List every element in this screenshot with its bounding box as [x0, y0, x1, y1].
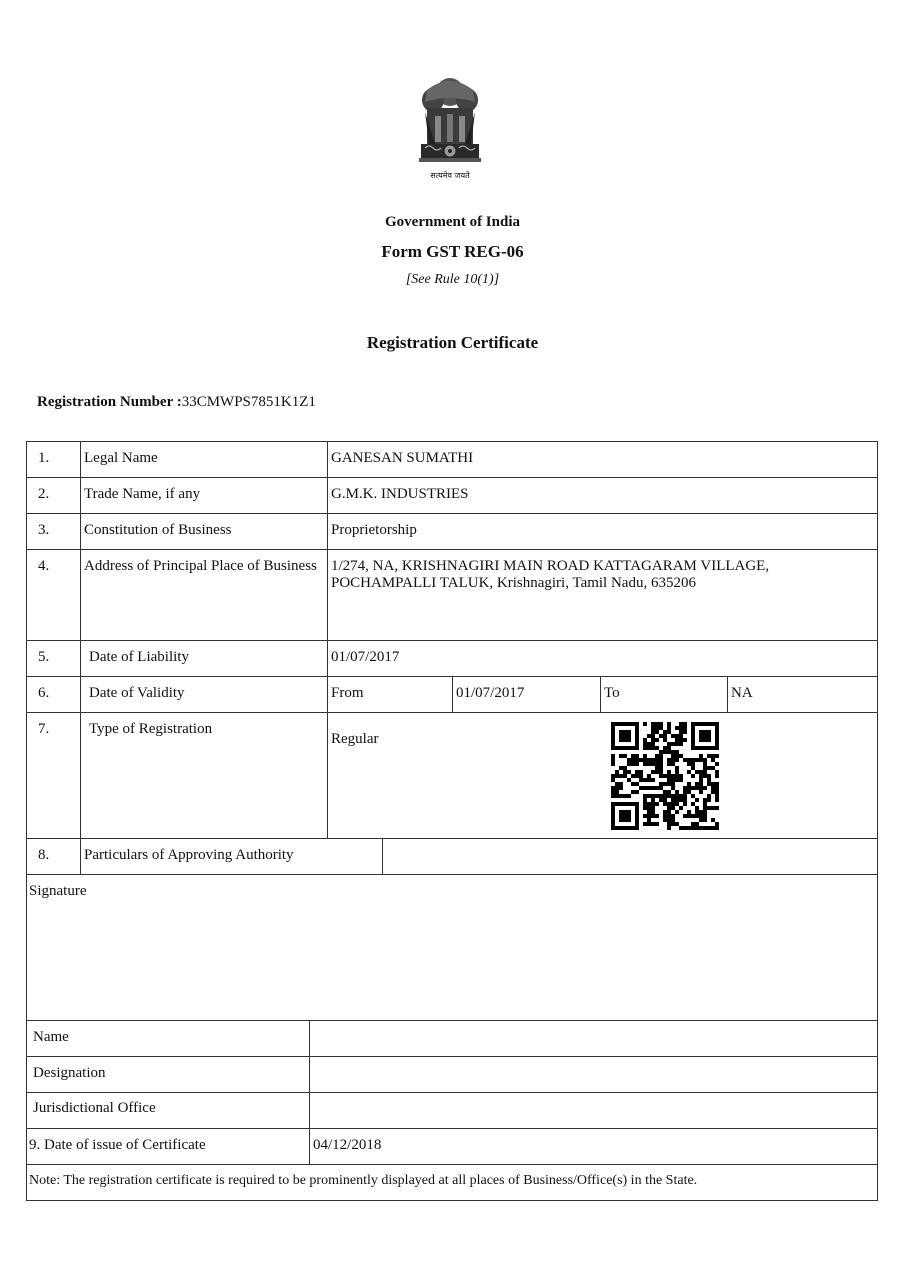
row-number: 6.: [38, 685, 50, 701]
liability-date-value: 01/07/2017: [331, 649, 400, 665]
validity-date-label: Date of Validity: [89, 685, 185, 701]
display-note: Note: The registration certificate is required to be prominently displayed at all places of Business/Office(s) in the State.: [29, 1173, 698, 1188]
validity-to-value: NA: [731, 685, 753, 701]
registration-number-value: 33CMWPS7851K1Z1: [181, 394, 316, 410]
issue-date-value: 04/12/2018: [313, 1137, 382, 1153]
trade-name-value: G.M.K. INDUSTRIES: [331, 486, 469, 502]
address-label: Address of Principal Place of Business: [84, 558, 317, 574]
form-title: Form GST REG-06: [381, 242, 524, 261]
liability-date-label: Date of Liability: [89, 649, 189, 665]
certificate-title: Registration Certificate: [366, 333, 539, 352]
validity-from-label: From: [331, 685, 364, 701]
name-label: Name: [33, 1029, 69, 1045]
registration-type-label: Type of Registration: [89, 721, 213, 737]
row-number: 1.: [38, 450, 50, 466]
signature-label: Signature: [29, 883, 87, 899]
qr-code-icon: [611, 722, 719, 830]
address-value: 1/274, NA, KRISHNAGIRI MAIN ROAD KATTAGARAM VILLAGE, POCHAMPALLI TALUK, Krishnagiri, Tamil Nadu, 635206: [331, 558, 770, 591]
registration-number-label: Registration Number :: [37, 394, 182, 410]
constitution-label: Constitution of Business: [84, 522, 232, 538]
issue-date-label: 9. Date of issue of Certificate: [29, 1137, 206, 1153]
row-number: 3.: [38, 522, 50, 538]
validity-from-value: 01/07/2017: [456, 685, 525, 701]
legal-name-value: GANESAN SUMATHI: [331, 450, 474, 466]
legal-name-label: Legal Name: [84, 450, 158, 466]
trade-name-label: Trade Name, if any: [84, 486, 201, 502]
validity-to-label: To: [604, 685, 620, 701]
row-number: 5.: [38, 649, 50, 665]
row-number: 2.: [38, 486, 50, 502]
government-title: Government of India: [385, 214, 520, 230]
registration-type-value: Regular: [331, 731, 379, 747]
constitution-value: Proprietorship: [331, 522, 417, 538]
emblem-motto: सत्यमेव जयते: [430, 171, 470, 180]
row-number: 7.: [38, 721, 50, 737]
jurisdictional-office-label: Jurisdictional Office: [33, 1100, 156, 1116]
rule-reference: [See Rule 10(1)]: [405, 272, 500, 287]
row-number: 8.: [38, 847, 50, 863]
designation-label: Designation: [33, 1065, 106, 1081]
row-number: 4.: [38, 558, 50, 574]
approving-authority-label: Particulars of Approving Authority: [84, 847, 294, 863]
national-emblem-icon: [413, 72, 487, 184]
registration-number-line: [37, 394, 316, 411]
